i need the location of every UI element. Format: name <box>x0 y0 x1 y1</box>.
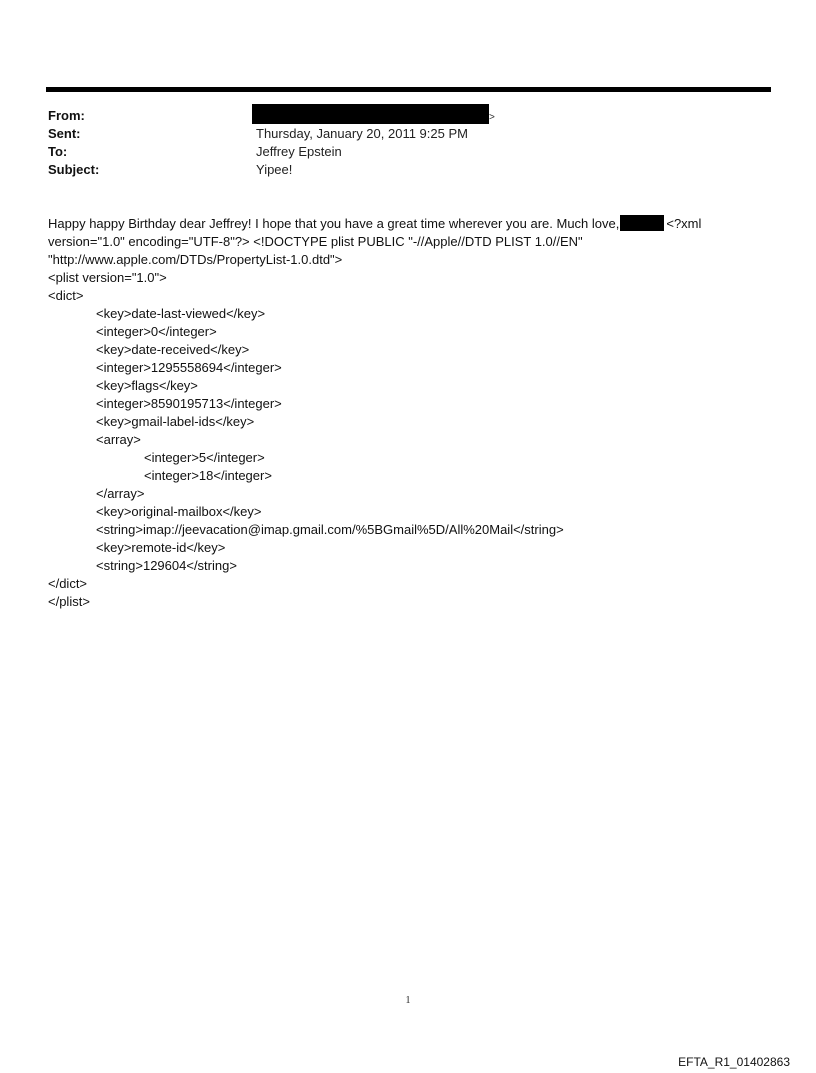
body-line: <key>remote-id</key> <box>96 540 226 555</box>
from-row <box>48 107 748 125</box>
document-id: EFTA_R1_01402863 <box>678 1055 790 1069</box>
to-row <box>48 143 748 161</box>
body-line: <array> <box>96 432 141 447</box>
signature-redaction <box>620 215 664 231</box>
subject-label: Subject: <box>48 162 100 177</box>
subject-value: Yipee! <box>256 162 293 177</box>
sent-label: Sent: <box>48 126 81 141</box>
to-label: To: <box>48 144 68 159</box>
body-line: <dict> <box>48 288 84 303</box>
body-line <box>48 215 768 233</box>
body-line: </dict> <box>48 576 88 591</box>
body-line: <integer>1295558694</integer> <box>96 360 282 375</box>
email-body <box>48 215 768 611</box>
body-line: <key>gmail-label-ids</key> <box>96 414 255 429</box>
body-line: </plist> <box>48 594 90 609</box>
header-divider <box>46 87 771 92</box>
body-line: <integer>0</integer> <box>96 324 217 339</box>
xml-start: <?xml <box>666 216 702 231</box>
sent-value: Thursday, January 20, 2011 9:25 PM <box>256 126 468 141</box>
body-line: <integer>5</integer> <box>144 450 265 465</box>
from-tail: > <box>489 112 495 123</box>
from-redaction <box>252 104 489 124</box>
from-label: From: <box>48 108 85 123</box>
body-line: <string>imap://jeevacation@imap.gmail.com/%5BGmail%5D/All%20Mail</string> <box>96 522 564 537</box>
sent-row <box>48 125 748 143</box>
body-line: <key>date-last-viewed</key> <box>96 306 266 321</box>
body-line: <integer>8590195713</integer> <box>96 396 282 411</box>
page-number: 1 <box>405 995 411 1006</box>
body-line: </array> <box>96 486 145 501</box>
body-line: <integer>18</integer> <box>144 468 272 483</box>
subject-row <box>48 161 748 179</box>
body-line: <key>original-mailbox</key> <box>96 504 262 519</box>
body-line: <plist version="1.0"> <box>48 270 167 285</box>
body-line: <key>date-received</key> <box>96 342 250 357</box>
greeting-text: Happy happy Birthday dear Jeffrey! I hope that you have a great time wherever you are. Much love, <box>48 216 620 231</box>
body-line: "http://www.apple.com/DTDs/PropertyList-1.0.dtd"> <box>48 252 343 267</box>
body-line: <key>flags</key> <box>96 378 198 393</box>
body-line: version="1.0" encoding="UTF-8"?> <!DOCTYPE plist PUBLIC "-//Apple//DTD PLIST 1.0//EN" <box>48 234 583 249</box>
to-value: Jeffrey Epstein <box>256 144 342 159</box>
body-line: <string>129604</string> <box>96 558 237 573</box>
